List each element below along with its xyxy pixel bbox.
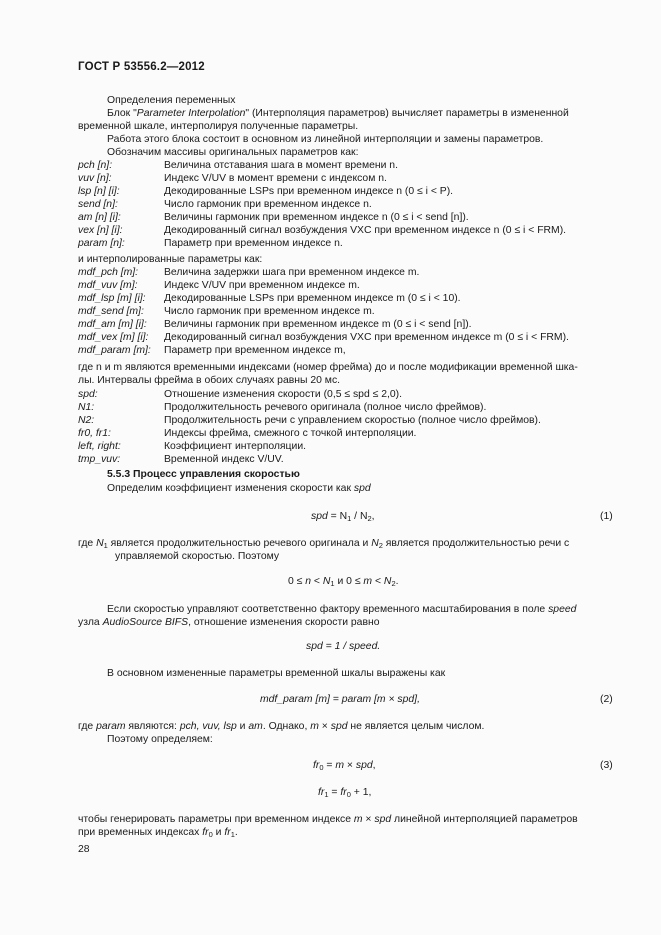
intro-paragraph-2: Работа этого блока состоит в основном из линейной интерполяции и замены параметров. xyxy=(107,134,544,145)
section-paragraph-4: В основном измененные параметры временной шкалы выражены как xyxy=(107,668,446,679)
other-param-row-definition: Временной индекс V/UV. xyxy=(164,454,284,465)
other-param-row-term: fr0, fr1: xyxy=(78,428,111,439)
other-param-row-term: N2: xyxy=(78,415,95,426)
original-param-row xyxy=(78,237,638,250)
section-paragraph-6: Поэтому определяем: xyxy=(107,734,213,745)
original-param-row-definition: Параметр при временном индексе n. xyxy=(164,238,343,249)
interpolated-param-row-term: mdf_param [m]: xyxy=(78,345,151,356)
intro-paragraph-line2: временной шкале, интерполируя полученные параметры. xyxy=(78,121,359,132)
other-param-row-term: tmp_vuv: xyxy=(78,454,121,465)
original-param-row-term: pch [n]: xyxy=(78,160,113,171)
other-params-list xyxy=(78,388,638,466)
interpolated-param-row-term: mdf_vuv [m]: xyxy=(78,280,138,291)
original-param-row-definition: Декодированные LSPs при временном индексе n (0 ≤ i < P). xyxy=(164,186,454,197)
original-param-row-term: vuv [n]: xyxy=(78,173,112,184)
original-param-row-term: vex [n] [i]: xyxy=(78,225,123,236)
section-paragraph-3-line2: узла AudioSource BIFS, отношение изменения скорости равно xyxy=(78,617,380,628)
original-params-list xyxy=(78,159,638,250)
interp-intro: и интерполированные параметры как: xyxy=(78,254,263,265)
section-paragraph-3-line1: Если скоростью управляют соответственно фактору временного масштабирования в поле speed xyxy=(107,604,577,615)
original-param-row xyxy=(78,224,638,237)
equation-1-number: (1) xyxy=(600,511,613,522)
original-param-row xyxy=(78,185,638,198)
equation-2-number: (2) xyxy=(600,694,613,705)
other-param-row-definition: Продолжительность речи с управлением скоростью (полное число фреймов). xyxy=(164,415,541,426)
original-param-row xyxy=(78,211,638,224)
original-param-row-term: send [n]: xyxy=(78,199,118,210)
interpolated-param-row-definition: Индекс V/UV при временном индексе m. xyxy=(164,280,360,291)
other-param-row xyxy=(78,453,638,466)
other-param-row xyxy=(78,427,638,440)
section-paragraph-2-line2: управляемой скоростью. Поэтому xyxy=(115,551,280,562)
inequality: $0 \le n < N_1$ и $0 \le m < N_2$. xyxy=(288,576,399,588)
interpolated-param-row-definition: Декодированные LSPs при временном индексе m (0 ≤ i < 10). xyxy=(164,293,461,304)
other-param-row-term: spd: xyxy=(78,389,98,400)
section-paragraph-7-line1: чтобы генерировать параметры при временном индексе m × spd линейной интерполяцией параметров xyxy=(78,814,578,825)
time-index-note-line2: лы. Интервалы фрейма в обоих случаях равны 20 мс. xyxy=(78,375,341,386)
other-param-row-definition: Коэффициент интерполяции. xyxy=(164,441,307,452)
original-param-row-definition: Величины гармоник при временном индексе n (0 ≤ i < send [n]). xyxy=(164,212,469,223)
page-number: 28 xyxy=(78,844,90,855)
equation-3b: $fr_1 = fr_0 + 1$, xyxy=(318,787,372,799)
section-paragraph-7-line2: при временных индексах $fr_0$ и $fr_1$. xyxy=(78,827,238,839)
interpolated-param-row-definition: Декодированный сигнал возбуждения VXC при временном индексе m (0 ≤ i < FRM). xyxy=(164,332,569,343)
other-param-row xyxy=(78,401,638,414)
interpolated-param-row-term: mdf_vex [m] [i]: xyxy=(78,332,149,343)
interpolated-param-row xyxy=(78,266,638,279)
original-param-row xyxy=(78,198,638,211)
equation-speed: spd = 1 / speed. xyxy=(306,641,381,652)
original-param-row-definition: Индекс V/UV в момент времени с индексом n. xyxy=(164,173,387,184)
interpolated-param-row-definition: Число гармоник при временном индексе m. xyxy=(164,306,375,317)
other-param-row-definition: Отношение изменения скорости (0,5 ≤ spd ≤ 2,0). xyxy=(164,389,402,400)
original-param-row xyxy=(78,172,638,185)
original-param-row-term: param [n]: xyxy=(78,238,125,249)
section-paragraph-2-line1: где $N_1$ является продолжительностью речевого оригинала и $N_2$ является продолжительностью речи с xyxy=(78,538,570,550)
other-param-row-definition: Продолжительность речевого оригинала (полное число фреймов). xyxy=(164,402,487,413)
original-param-row-term: lsp [n] [i]: xyxy=(78,186,120,197)
original-param-row xyxy=(78,159,638,172)
interpolated-param-row xyxy=(78,344,638,357)
equation-3-number: (3) xyxy=(600,760,613,771)
other-param-row xyxy=(78,414,638,427)
interpolated-param-row xyxy=(78,292,638,305)
intro-paragraph-line1: Блок "Parameter Interpolation" (Интерполяция параметров) вычисляет параметры в измененной xyxy=(107,108,569,119)
document-header: ГОСТ Р 53556.2—2012 xyxy=(78,61,205,73)
equation-3a: $fr_0 = m$ × spd, xyxy=(313,760,376,772)
interpolated-param-row-definition: Величина задержки шага при временном индексе m. xyxy=(164,267,420,278)
interpolated-param-row-term: mdf_pch [m]: xyxy=(78,267,139,278)
interpolated-param-row-definition: Величины гармоник при временном индексе m (0 ≤ i < send [n]). xyxy=(164,319,472,330)
original-param-row-definition: Величина отставания шага в момент времени n. xyxy=(164,160,398,171)
other-param-row-definition: Индексы фрейма, смежного с точкой интерполяции. xyxy=(164,428,417,439)
interpolated-param-row-term: mdf_am [m] [i]: xyxy=(78,319,147,330)
intro-paragraph-3: Обозначим массивы оригинальных параметров как: xyxy=(107,147,359,158)
interpolated-params-list xyxy=(78,266,638,357)
section-paragraph-1: Определим коэффициент изменения скорости как spd xyxy=(107,483,371,494)
other-param-row-term: N1: xyxy=(78,402,95,413)
interpolated-param-row xyxy=(78,305,638,318)
interpolated-param-row-term: mdf_lsp [m] [i]: xyxy=(78,293,146,304)
equation-1: spd = $N_1 / N_2$, xyxy=(311,511,375,523)
original-param-row-definition: Число гармоник при временном индексе n. xyxy=(164,199,372,210)
interpolated-param-row-term: mdf_send [m]: xyxy=(78,306,144,317)
definitions-heading: Определения переменных xyxy=(107,95,236,106)
interpolated-param-row-definition: Параметр при временном индексе m, xyxy=(164,345,346,356)
section-heading: 5.5.3 Процесс управления скоростью xyxy=(107,469,300,480)
section-paragraph-5: где param являются: pch, vuv, lsp и am. Однако, m × spd не является целым числом. xyxy=(78,721,485,732)
other-param-row xyxy=(78,388,638,401)
interpolated-param-row xyxy=(78,279,638,292)
interpolated-param-row xyxy=(78,331,638,344)
other-param-row-term: left, right: xyxy=(78,441,121,452)
time-index-note-line1: где n и m являются временными индексами (номер фрейма) до и после модификации временной шка- xyxy=(78,362,578,373)
original-param-row-definition: Декодированный сигнал возбуждения VXC при временном индексе n (0 ≤ i < FRM). xyxy=(164,225,567,236)
equation-2: mdf_param [m] = param [m × spd], xyxy=(260,694,420,705)
original-param-row-term: am [n] [i]: xyxy=(78,212,121,223)
other-param-row xyxy=(78,440,638,453)
interpolated-param-row xyxy=(78,318,638,331)
